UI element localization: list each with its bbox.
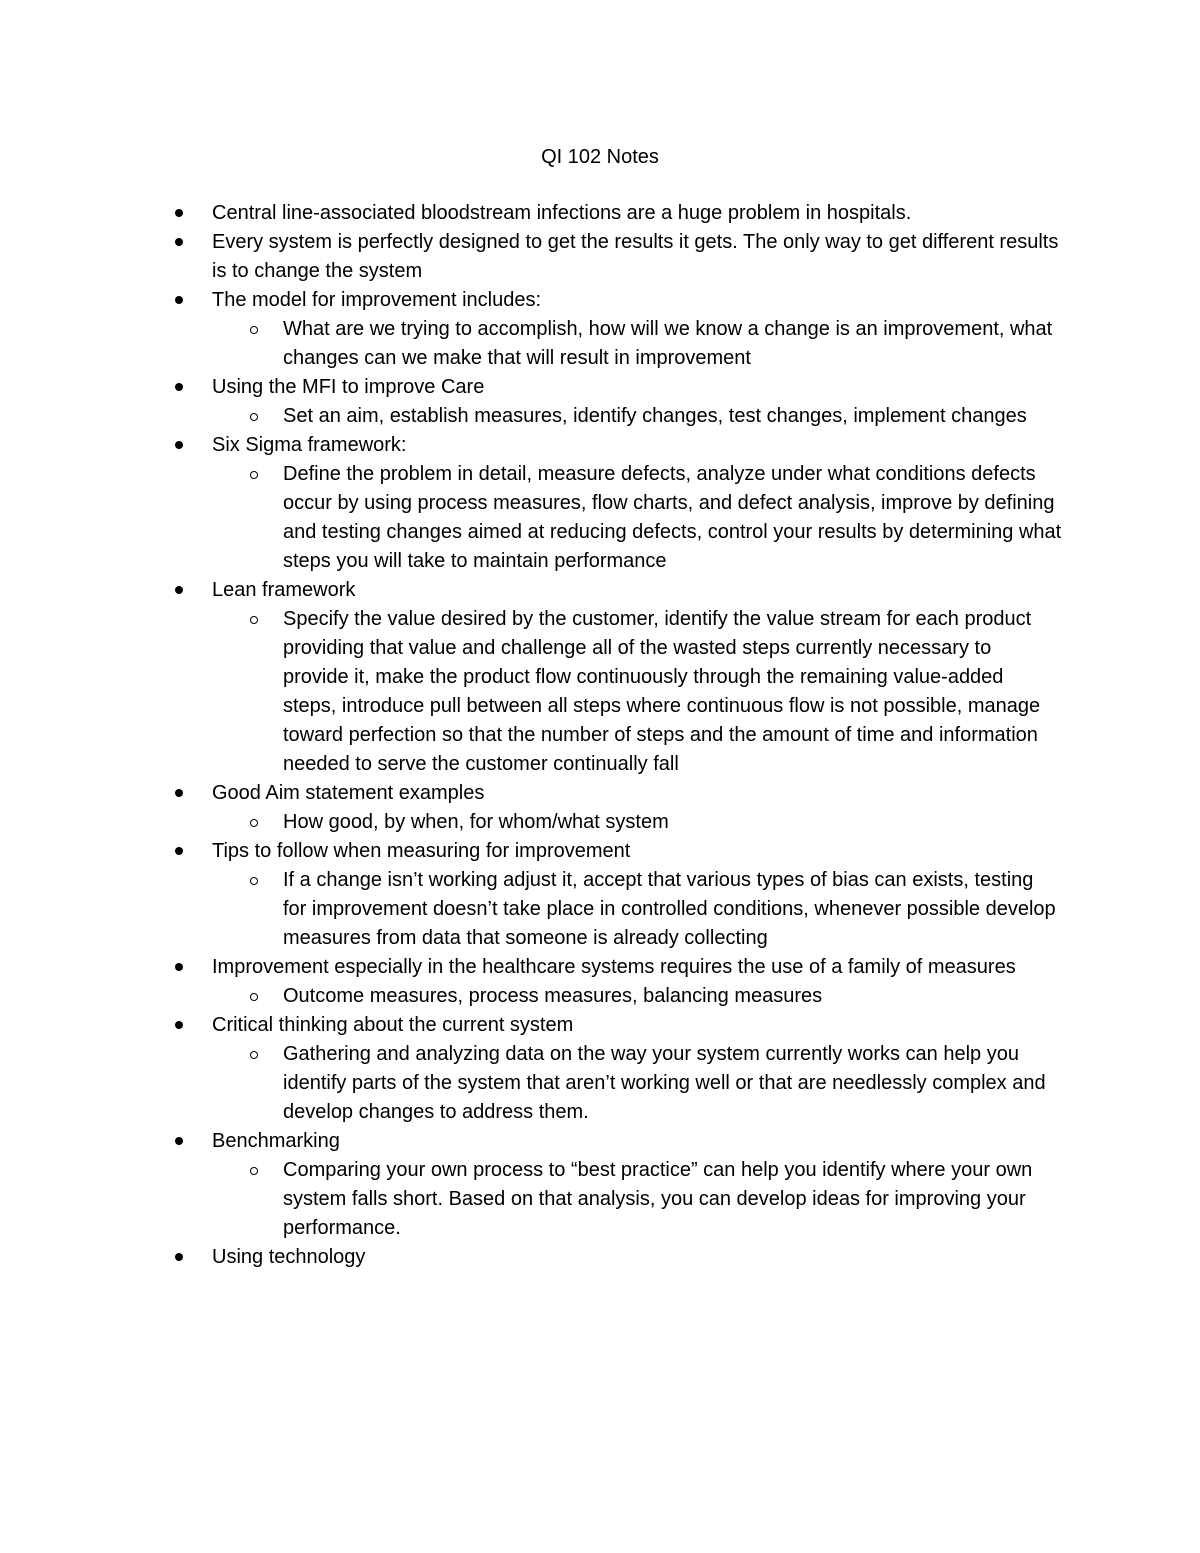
- bullet-icon: [175, 789, 183, 797]
- note-item: [212, 199, 1062, 228]
- sub-list: [212, 605, 1062, 779]
- circle-bullet-icon: [250, 413, 258, 421]
- page-title: QI 102 Notes: [541, 146, 659, 168]
- circle-bullet-icon: [250, 1051, 258, 1059]
- note-item: [212, 779, 1062, 837]
- note-text: Lean framework: [212, 579, 356, 601]
- circle-bullet-icon: [250, 819, 258, 827]
- note-item: [212, 286, 1062, 373]
- sub-list: [212, 1156, 1062, 1243]
- sub-note-item: [283, 460, 1062, 576]
- circle-bullet-icon: [250, 326, 258, 334]
- sub-note-item: [283, 402, 1062, 431]
- sub-note-text: Define the problem in detail, measure defects, analyze under what conditions defects occur by using process measures, flow charts, and defect analysis, improve by defining and testing changes aimed at reducing defects, control your results by determining what steps you will take to maintain performance: [283, 463, 1062, 572]
- bullet-icon: [175, 963, 183, 971]
- circle-bullet-icon: [250, 993, 258, 1001]
- sub-note-text: Specify the value desired by the customer, identify the value stream for each product providing that value and challenge all of the wasted steps currently necessary to provide it, make the product flow continuously through the remaining value-added steps, introduce pull between all steps where continuous flow is not possible, manage toward perfection so that the number of steps and the amount of time and information needed to serve the customer continually fall: [283, 608, 1041, 775]
- sub-note-item: [283, 866, 1062, 953]
- note-text: Central line-associated bloodstream infections are a huge problem in hospitals.: [212, 202, 912, 224]
- bullet-icon: [175, 441, 183, 449]
- sub-list: [212, 982, 1062, 1011]
- circle-bullet-icon: [250, 1167, 258, 1175]
- note-text: Using the MFI to improve Care: [212, 376, 485, 398]
- note-text: Improvement especially in the healthcare systems requires the use of a family of measures: [212, 956, 1016, 978]
- note-item: [212, 373, 1062, 431]
- sub-note-item: [283, 1156, 1062, 1243]
- sub-list: [212, 1040, 1062, 1127]
- note-text: Tips to follow when measuring for improvement: [212, 840, 631, 862]
- sub-list: [212, 315, 1062, 373]
- notes-list: [212, 199, 1062, 1272]
- note-item: [212, 1011, 1062, 1127]
- sub-list: [212, 866, 1062, 953]
- sub-note-text: Set an aim, establish measures, identify changes, test changes, implement changes: [283, 405, 1027, 427]
- circle-bullet-icon: [250, 471, 258, 479]
- note-item: [212, 228, 1062, 286]
- note-text: Good Aim statement examples: [212, 782, 485, 804]
- sub-list: [212, 402, 1062, 431]
- sub-note-text: How good, by when, for whom/what system: [283, 811, 669, 833]
- sub-note-item: [283, 982, 1062, 1011]
- note-text: Using technology: [212, 1246, 366, 1268]
- note-text: The model for improvement includes:: [212, 289, 542, 311]
- sub-note-item: [283, 315, 1062, 373]
- bullet-icon: [175, 586, 183, 594]
- note-item: [212, 1243, 1062, 1272]
- bullet-icon: [175, 296, 183, 304]
- note-item: [212, 431, 1062, 576]
- bullet-icon: [175, 383, 183, 391]
- note-text: Every system is perfectly designed to get the results it gets. The only way to get different results is to change the system: [212, 231, 1059, 282]
- sub-list: [212, 460, 1062, 576]
- note-text: Critical thinking about the current system: [212, 1014, 574, 1036]
- note-item: [212, 953, 1062, 1011]
- note-text: Benchmarking: [212, 1130, 340, 1152]
- note-item: [212, 576, 1062, 779]
- bullet-icon: [175, 1021, 183, 1029]
- bullet-icon: [175, 1137, 183, 1145]
- sub-note-text: Gathering and analyzing data on the way your system currently works can help you identify parts of the system that aren’t working well or that are needlessly complex and develop changes to address them.: [283, 1043, 1046, 1123]
- note-text: Six Sigma framework:: [212, 434, 407, 456]
- bullet-icon: [175, 209, 183, 217]
- bullet-icon: [175, 847, 183, 855]
- note-item: [212, 837, 1062, 953]
- sub-note-item: [283, 808, 1062, 837]
- note-item: [212, 1127, 1062, 1243]
- sub-note-text: If a change isn’t working adjust it, accept that various types of bias can exists, testing for improvement doesn’t take place in controlled conditions, whenever possible develop measures from data that someone is already collecting: [283, 869, 1056, 949]
- sub-list: [212, 808, 1062, 837]
- circle-bullet-icon: [250, 616, 258, 624]
- sub-note-item: [283, 1040, 1062, 1127]
- sub-note-text: What are we trying to accomplish, how will we know a change is an improvement, what changes can we make that will result in improvement: [283, 318, 1053, 369]
- circle-bullet-icon: [250, 877, 258, 885]
- sub-note-item: [283, 605, 1062, 779]
- sub-note-text: Outcome measures, process measures, balancing measures: [283, 985, 823, 1007]
- bullet-icon: [175, 1253, 183, 1261]
- sub-note-text: Comparing your own process to “best practice” can help you identify where your own system falls short. Based on that analysis, you can develop ideas for improving your performance.: [283, 1159, 1033, 1239]
- bullet-icon: [175, 238, 183, 246]
